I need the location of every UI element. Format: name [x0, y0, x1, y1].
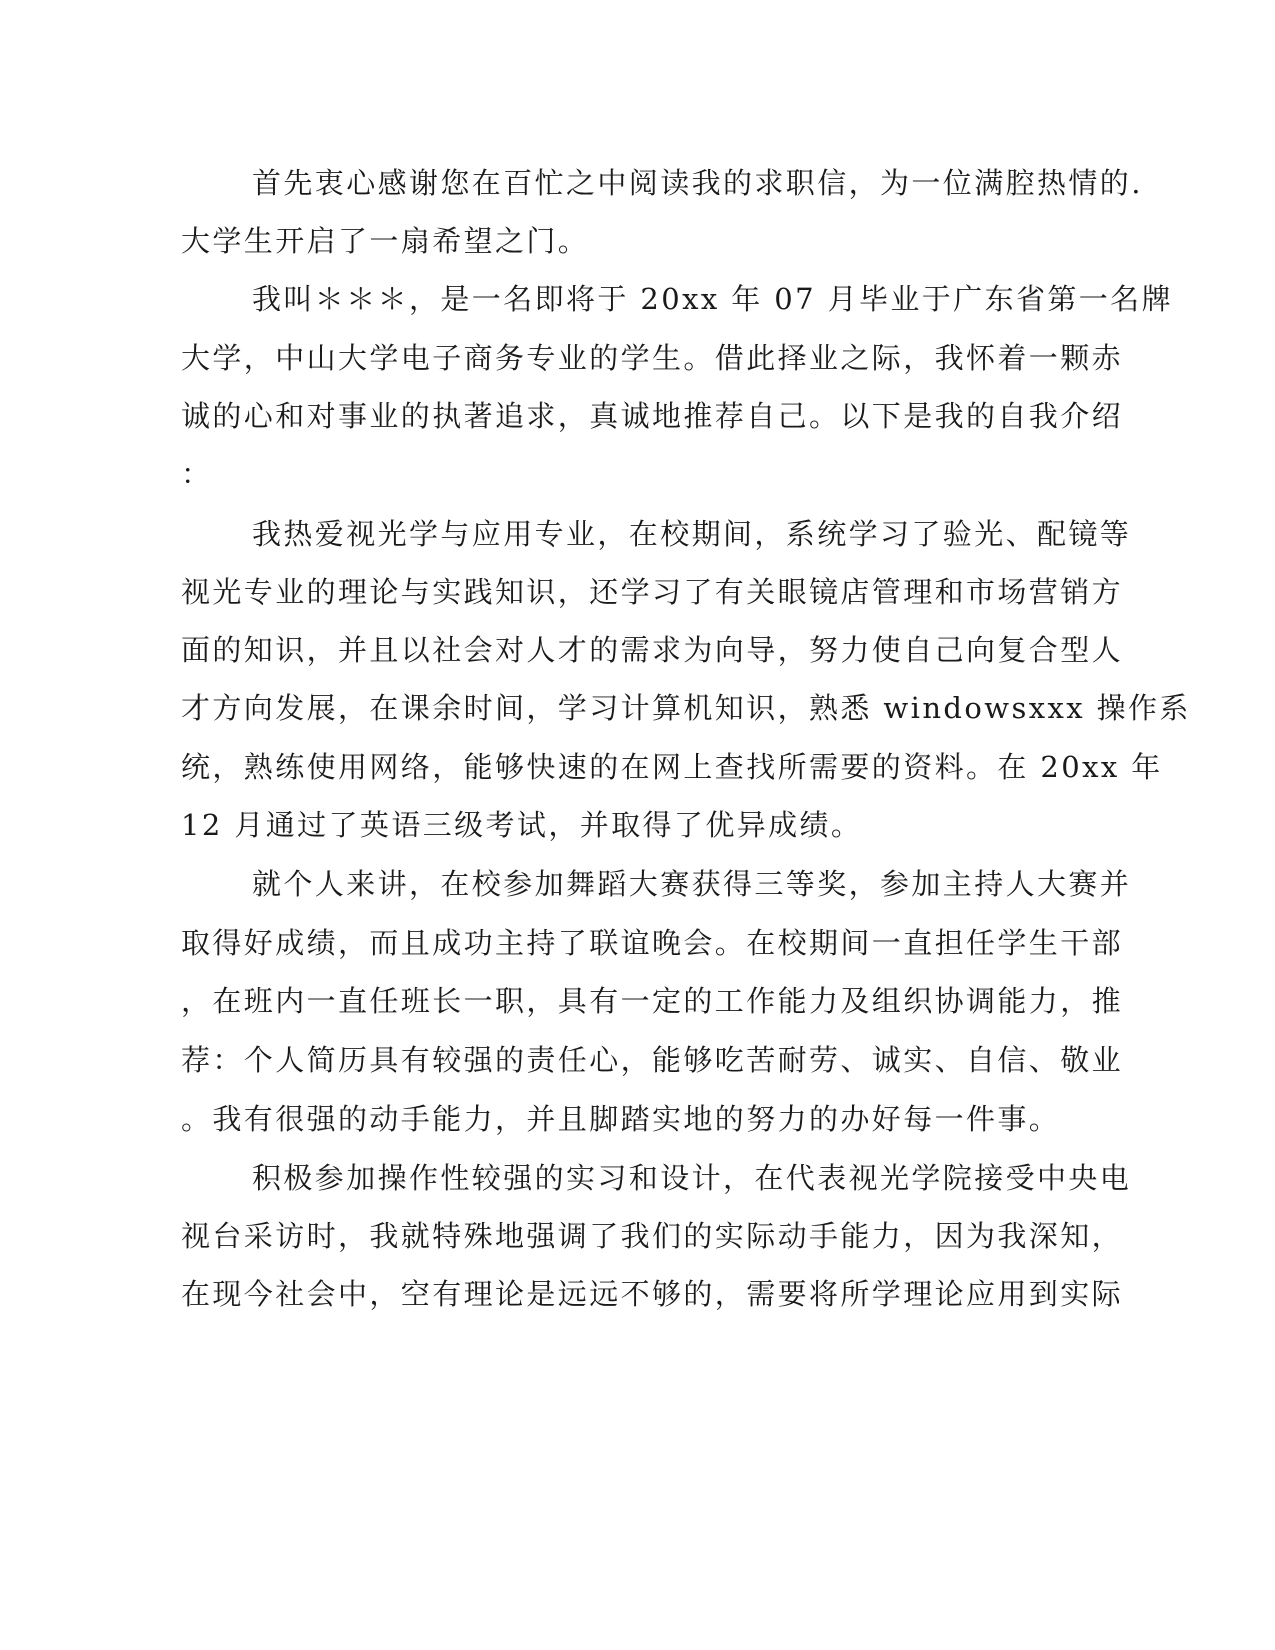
paragraph-3-line-5: 统，熟练使用网络，能够快速的在网上查找所需要的资料。在 20xx 年: [181, 750, 1163, 784]
paragraph-2-line-1: 我叫＊＊＊，是一名即将于 20xx 年 07 月毕业于广东省第一名牌: [252, 282, 1173, 316]
paragraph-5-line-3: 在现今社会中，空有理论是远远不够的，需要将所学理论应用到实际: [181, 1277, 1124, 1311]
paragraph-4-line-2: 取得好成绩，而且成功主持了联谊晚会。在校期间一直担任学生干部: [181, 926, 1124, 960]
paragraph-2-line-2: 大学，中山大学电子商务专业的学生。借此择业之际，我怀着一颗赤: [181, 341, 1124, 375]
paragraph-1-line-1: 首先衷心感谢您在百忙之中阅读我的求职信，为一位满腔热情的.: [252, 166, 1143, 200]
paragraph-4-line-1: 就个人来讲，在校参加舞蹈大赛获得三等奖，参加主持人大赛并: [252, 867, 1132, 901]
paragraph-2-line-3: 诚的心和对事业的执著追求，真诚地推荐自己。以下是我的自我介绍: [181, 399, 1124, 433]
paragraph-4-line-5: 。我有很强的动手能力，并且脚踏实地的努力的办好每一件事。: [181, 1102, 1061, 1136]
paragraph-3-line-3: 面的知识，并且以社会对人才的需求为向导，努力使自己向复合型人: [181, 633, 1124, 667]
paragraph-3-line-1: 我热爱视光学与应用专业，在校期间，系统学习了验光、配镜等: [252, 517, 1132, 551]
paragraph-3-line-2: 视光专业的理论与实践知识，还学习了有关眼镜店管理和市场营销方: [181, 575, 1124, 609]
paragraph-1-line-2: 大学生开启了一扇希望之门。: [181, 224, 590, 258]
paragraph-5-line-2: 视台采访时，我就特殊地强调了我们的实际动手能力，因为我深知，: [181, 1219, 1124, 1253]
paragraph-2-line-4: ：: [181, 457, 213, 491]
paragraph-4-line-3: ，在班内一直任班长一职，具有一定的工作能力及组织协调能力，推: [181, 984, 1124, 1018]
paragraph-3-line-6: 12 月通过了英语三级考试，并取得了优异成绩。: [181, 808, 863, 842]
paragraph-3-line-4: 才方向发展，在课余时间，学习计算机知识，熟悉 windowsxxx 操作系: [181, 691, 1191, 725]
paragraph-4-line-4: 荐：个人简历具有较强的责任心，能够吃苦耐劳、诚实、自信、敬业: [181, 1043, 1124, 1077]
paragraph-5-line-1: 积极参加操作性较强的实习和设计，在代表视光学院接受中央电: [252, 1161, 1132, 1195]
